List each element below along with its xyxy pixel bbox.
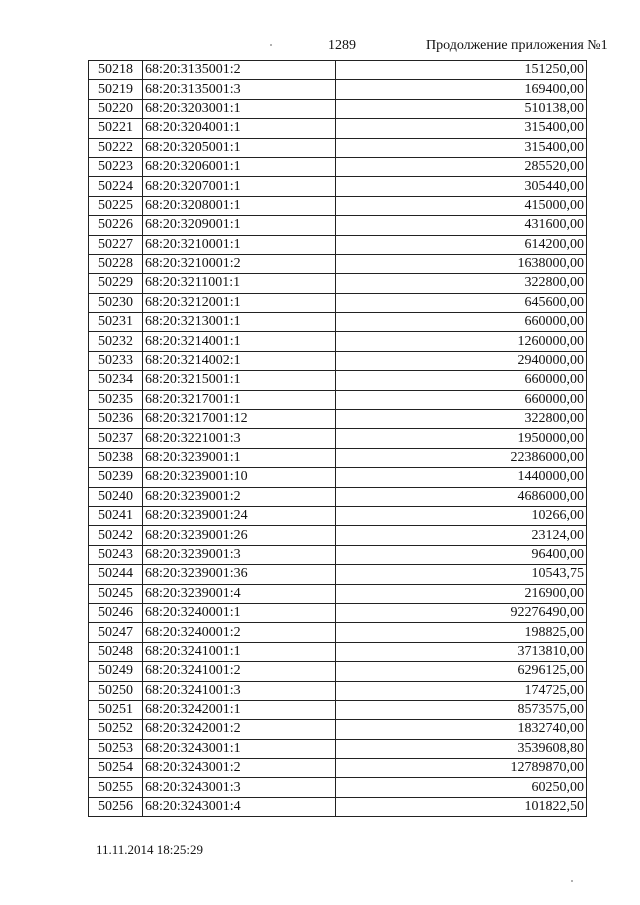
table-row xyxy=(89,681,587,700)
row-number-cell: 50253 xyxy=(89,739,143,758)
cadastral-value-cell: 285520,00 xyxy=(336,157,587,176)
row-number-cell: 50218 xyxy=(89,61,143,80)
table-row xyxy=(89,61,587,80)
table-row xyxy=(89,584,587,603)
cadastral-number-cell: 68:20:3209001:1 xyxy=(143,216,336,235)
cadastral-number-cell: 68:20:3239001:36 xyxy=(143,565,336,584)
cadastral-number-cell: 68:20:3240001:1 xyxy=(143,603,336,622)
row-number-cell: 50245 xyxy=(89,584,143,603)
cadastral-value-cell: 101822,50 xyxy=(336,797,587,816)
cadastral-value-cell: 315400,00 xyxy=(336,138,587,157)
cadastral-value-cell: 6296125,00 xyxy=(336,662,587,681)
table-row xyxy=(89,545,587,564)
cadastral-number-cell: 68:20:3217001:1 xyxy=(143,390,336,409)
cadastral-number-cell: 68:20:3203001:1 xyxy=(143,99,336,118)
table-row xyxy=(89,565,587,584)
row-number-cell: 50246 xyxy=(89,603,143,622)
cadastral-value-cell: 92276490,00 xyxy=(336,603,587,622)
row-number-cell: 50228 xyxy=(89,254,143,273)
cadastral-value-cell: 10543,75 xyxy=(336,565,587,584)
cadastral-number-cell: 68:20:3208001:1 xyxy=(143,196,336,215)
table-row xyxy=(89,759,587,778)
cadastral-number-cell: 68:20:3239001:26 xyxy=(143,526,336,545)
row-number-cell: 50226 xyxy=(89,216,143,235)
cadastral-value-cell: 415000,00 xyxy=(336,196,587,215)
cadastral-number-cell: 68:20:3221001:3 xyxy=(143,429,336,448)
cadastral-value-cell: 216900,00 xyxy=(336,584,587,603)
table-row xyxy=(89,506,587,525)
table-row xyxy=(89,526,587,545)
table-row xyxy=(89,797,587,816)
table-row xyxy=(89,720,587,739)
cadastral-value-cell: 1950000,00 xyxy=(336,429,587,448)
table-row xyxy=(89,390,587,409)
scan-speck xyxy=(270,44,272,46)
table-row xyxy=(89,254,587,273)
cadastral-value-cell: 4686000,00 xyxy=(336,487,587,506)
table-body xyxy=(89,61,587,817)
table-row xyxy=(89,177,587,196)
cadastral-value-cell: 1638000,00 xyxy=(336,254,587,273)
cadastral-value-cell: 3713810,00 xyxy=(336,642,587,661)
cadastral-value-cell: 614200,00 xyxy=(336,235,587,254)
row-number-cell: 50230 xyxy=(89,293,143,312)
row-number-cell: 50225 xyxy=(89,196,143,215)
cadastral-number-cell: 68:20:3135001:2 xyxy=(143,61,336,80)
table-row xyxy=(89,662,587,681)
table-row xyxy=(89,448,587,467)
cadastral-value-cell: 96400,00 xyxy=(336,545,587,564)
table-row xyxy=(89,700,587,719)
cadastral-value-cell: 23124,00 xyxy=(336,526,587,545)
row-number-cell: 50222 xyxy=(89,138,143,157)
cadastral-number-cell: 68:20:3243001:4 xyxy=(143,797,336,816)
row-number-cell: 50240 xyxy=(89,487,143,506)
cadastral-value-cell: 1260000,00 xyxy=(336,332,587,351)
table-row xyxy=(89,332,587,351)
cadastral-number-cell: 68:20:3243001:2 xyxy=(143,759,336,778)
table-row xyxy=(89,80,587,99)
cadastral-number-cell: 68:20:3135001:3 xyxy=(143,80,336,99)
cadastral-number-cell: 68:20:3210001:2 xyxy=(143,254,336,273)
table-row xyxy=(89,157,587,176)
cadastral-number-cell: 68:20:3242001:1 xyxy=(143,700,336,719)
table-row xyxy=(89,313,587,332)
table-row xyxy=(89,778,587,797)
row-number-cell: 50232 xyxy=(89,332,143,351)
cadastral-value-cell: 198825,00 xyxy=(336,623,587,642)
cadastral-value-cell: 660000,00 xyxy=(336,371,587,390)
cadastral-number-cell: 68:20:3239001:1 xyxy=(143,448,336,467)
table-row xyxy=(89,623,587,642)
cadastral-value-cell: 315400,00 xyxy=(336,119,587,138)
table-row xyxy=(89,196,587,215)
cadastral-number-cell: 68:20:3241001:1 xyxy=(143,642,336,661)
cadastral-number-cell: 68:20:3214001:1 xyxy=(143,332,336,351)
cadastral-value-cell: 1440000,00 xyxy=(336,468,587,487)
row-number-cell: 50237 xyxy=(89,429,143,448)
table-row xyxy=(89,468,587,487)
table-row xyxy=(89,410,587,429)
row-number-cell: 50235 xyxy=(89,390,143,409)
cadastral-number-cell: 68:20:3214002:1 xyxy=(143,351,336,370)
cadastral-number-cell: 68:20:3211001:1 xyxy=(143,274,336,293)
cadastral-value-cell: 1832740,00 xyxy=(336,720,587,739)
table-row xyxy=(89,216,587,235)
cadastral-number-cell: 68:20:3243001:3 xyxy=(143,778,336,797)
row-number-cell: 50233 xyxy=(89,351,143,370)
cadastral-number-cell: 68:20:3206001:1 xyxy=(143,157,336,176)
table-row xyxy=(89,119,587,138)
table-row xyxy=(89,138,587,157)
row-number-cell: 50224 xyxy=(89,177,143,196)
row-number-cell: 50252 xyxy=(89,720,143,739)
cadastral-value-cell: 660000,00 xyxy=(336,390,587,409)
row-number-cell: 50255 xyxy=(89,778,143,797)
row-number-cell: 50239 xyxy=(89,468,143,487)
page-number: 1289 xyxy=(328,38,356,53)
table-row xyxy=(89,603,587,622)
cadastral-value-cell: 3539608,80 xyxy=(336,739,587,758)
cadastral-number-cell: 68:20:3239001:4 xyxy=(143,584,336,603)
cadastral-number-cell: 68:20:3239001:2 xyxy=(143,487,336,506)
row-number-cell: 50231 xyxy=(89,313,143,332)
row-number-cell: 50221 xyxy=(89,119,143,138)
cadastral-number-cell: 68:20:3217001:12 xyxy=(143,410,336,429)
cadastral-number-cell: 68:20:3212001:1 xyxy=(143,293,336,312)
cadastral-number-cell: 68:20:3215001:1 xyxy=(143,371,336,390)
table-row xyxy=(89,429,587,448)
row-number-cell: 50251 xyxy=(89,700,143,719)
cadastral-number-cell: 68:20:3243001:1 xyxy=(143,739,336,758)
scan-speck xyxy=(571,880,573,882)
cadastral-value-cell: 22386000,00 xyxy=(336,448,587,467)
cadastral-value-cell: 8573575,00 xyxy=(336,700,587,719)
cadastral-number-cell: 68:20:3207001:1 xyxy=(143,177,336,196)
cadastral-number-cell: 68:20:3204001:1 xyxy=(143,119,336,138)
cadastral-value-cell: 169400,00 xyxy=(336,80,587,99)
cadastral-number-cell: 68:20:3239001:10 xyxy=(143,468,336,487)
cadastral-value-cell: 305440,00 xyxy=(336,177,587,196)
row-number-cell: 50247 xyxy=(89,623,143,642)
table-row xyxy=(89,293,587,312)
cadastral-value-cell: 322800,00 xyxy=(336,410,587,429)
row-number-cell: 50220 xyxy=(89,99,143,118)
row-number-cell: 50242 xyxy=(89,526,143,545)
row-number-cell: 50219 xyxy=(89,80,143,99)
row-number-cell: 50243 xyxy=(89,545,143,564)
cadastral-value-cell: 660000,00 xyxy=(336,313,587,332)
table-row xyxy=(89,642,587,661)
cadastral-value-cell: 12789870,00 xyxy=(336,759,587,778)
row-number-cell: 50229 xyxy=(89,274,143,293)
row-number-cell: 50238 xyxy=(89,448,143,467)
cadastral-number-cell: 68:20:3240001:2 xyxy=(143,623,336,642)
appendix-continuation-note: Продолжение приложения №1 xyxy=(426,38,608,53)
table-row xyxy=(89,487,587,506)
row-number-cell: 50236 xyxy=(89,410,143,429)
cadastral-number-cell: 68:20:3239001:3 xyxy=(143,545,336,564)
row-number-cell: 50249 xyxy=(89,662,143,681)
print-timestamp: 11.11.2014 18:25:29 xyxy=(96,842,204,857)
table-row xyxy=(89,99,587,118)
row-number-cell: 50248 xyxy=(89,642,143,661)
cadastral-number-cell: 68:20:3210001:1 xyxy=(143,235,336,254)
row-number-cell: 50241 xyxy=(89,506,143,525)
row-number-cell: 50256 xyxy=(89,797,143,816)
cadastral-number-cell: 68:20:3239001:24 xyxy=(143,506,336,525)
cadastral-value-cell: 2940000,00 xyxy=(336,351,587,370)
table-row xyxy=(89,739,587,758)
table-row xyxy=(89,371,587,390)
cadastral-number-cell: 68:20:3241001:2 xyxy=(143,662,336,681)
row-number-cell: 50227 xyxy=(89,235,143,254)
cadastral-number-cell: 68:20:3241001:3 xyxy=(143,681,336,700)
table-row xyxy=(89,274,587,293)
cadastral-number-cell: 68:20:3242001:2 xyxy=(143,720,336,739)
cadastral-value-cell: 645600,00 xyxy=(336,293,587,312)
row-number-cell: 50234 xyxy=(89,371,143,390)
cadastral-value-cell: 322800,00 xyxy=(336,274,587,293)
cadastral-value-cell: 174725,00 xyxy=(336,681,587,700)
row-number-cell: 50254 xyxy=(89,759,143,778)
cadastral-value-cell: 151250,00 xyxy=(336,61,587,80)
cadastral-value-table xyxy=(88,60,587,817)
row-number-cell: 50250 xyxy=(89,681,143,700)
cadastral-value-cell: 510138,00 xyxy=(336,99,587,118)
table-row xyxy=(89,351,587,370)
row-number-cell: 50244 xyxy=(89,565,143,584)
cadastral-value-cell: 10266,00 xyxy=(336,506,587,525)
cadastral-number-cell: 68:20:3213001:1 xyxy=(143,313,336,332)
row-number-cell: 50223 xyxy=(89,157,143,176)
cadastral-value-cell: 60250,00 xyxy=(336,778,587,797)
cadastral-value-cell: 431600,00 xyxy=(336,216,587,235)
cadastral-number-cell: 68:20:3205001:1 xyxy=(143,138,336,157)
table-row xyxy=(89,235,587,254)
